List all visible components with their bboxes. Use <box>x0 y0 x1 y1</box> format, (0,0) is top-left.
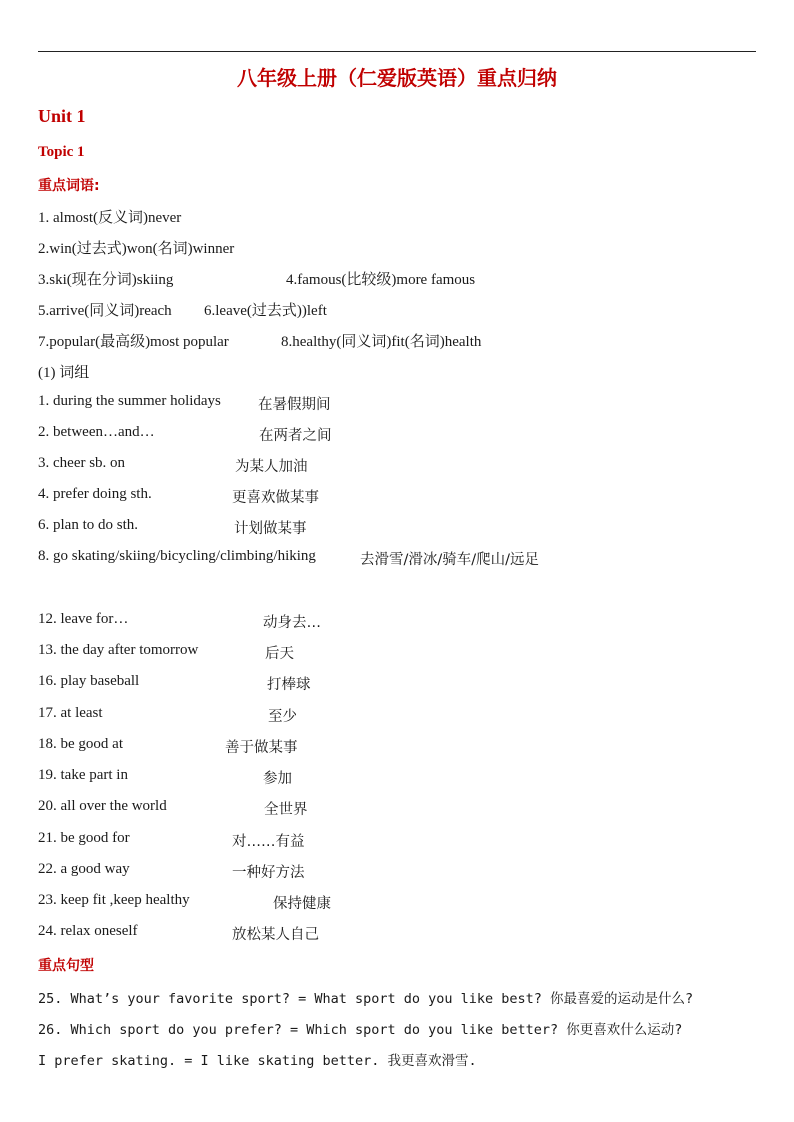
phrase-zh: 打棒球 <box>267 677 311 693</box>
phrase-en: 21. be good for <box>38 830 130 846</box>
vocab-item: 6.leave(过去式))left <box>204 303 327 319</box>
phrase-en: 3. cheer sb. on <box>38 455 126 471</box>
vocab-item: 8.healthy(同义词)fit(名词)health <box>281 334 482 350</box>
phrase-zh: 全世界 <box>264 802 308 818</box>
phrase-zh: 在暑假期间 <box>258 397 331 413</box>
vocab-item: 5.arrive(同义词)reach <box>38 303 172 319</box>
phrase-zh: 动身去… <box>263 615 321 631</box>
sentences-heading: 重点句型 <box>38 958 94 974</box>
phrase-en: 23. keep fit ,keep healthy <box>38 892 190 908</box>
phrase-en: 24. relax oneself <box>38 923 138 939</box>
phrase-en: 18. be good at <box>38 736 123 752</box>
phrase-zh: 放松某人自己 <box>232 927 319 943</box>
phrase-en: 12. leave for… <box>38 611 129 627</box>
phrase-en: 2. between…and… <box>38 424 155 440</box>
vocab-item: 4.famous(比较级)more famous <box>286 272 476 288</box>
phrase-en: 1. during the summer holidays <box>38 393 221 409</box>
phrase-zh: 更喜欢做某事 <box>232 490 319 506</box>
phrase-en: 6. plan to do sth. <box>38 517 138 533</box>
phrase-zh: 至少 <box>268 709 297 725</box>
phrase-en: 19. take part in <box>38 767 128 783</box>
phrase-en: 17. at least <box>38 705 103 721</box>
page-title: 八年级上册（仁爱版英语）重点归纳 <box>237 66 557 90</box>
phrases-heading: (1) 词组 <box>38 365 90 381</box>
phrase-zh: 参加 <box>263 771 292 787</box>
phrase-zh: 对……有益 <box>232 834 305 850</box>
phrase-zh: 计划做某事 <box>234 521 307 537</box>
sentence-item: 25. What’s your favorite sport? = What sport do you like best? 你最喜爱的运动是什么? <box>38 991 694 1007</box>
phrase-en: 4. prefer doing sth. <box>38 486 152 502</box>
unit-heading: Unit 1 <box>38 106 86 126</box>
vocab-item: 3.ski(现在分词)skiing <box>38 272 174 288</box>
phrase-en: 16. play baseball <box>38 673 140 689</box>
sentence-item: 26. Which sport do you prefer? = Which sport do you like better? 你更喜欢什么运动? <box>38 1022 683 1038</box>
phrase-zh: 保持健康 <box>273 896 331 912</box>
phrase-zh: 在两者之间 <box>259 428 332 444</box>
phrase-en: 8. go skating/skiing/bicycling/climbing/hiking <box>38 548 316 564</box>
phrase-en: 22. a good way <box>38 861 130 877</box>
phrase-zh: 去滑雪/滑冰/骑车/爬山/远足 <box>360 552 540 568</box>
phrase-en: 20. all over the world <box>38 798 167 814</box>
phrase-zh: 为某人加油 <box>235 459 308 475</box>
topic-heading: Topic 1 <box>38 144 85 160</box>
vocab-item: 2.win(过去式)won(名词)winner <box>38 241 235 257</box>
header-rule <box>38 51 756 52</box>
phrase-zh: 后天 <box>265 646 294 662</box>
vocab-item: 1. almost(反义词)never <box>38 210 182 226</box>
phrase-zh: 善于做某事 <box>225 740 298 756</box>
vocab-heading: 重点词语: <box>38 178 100 194</box>
sentence-item: I prefer skating. = I like skating better. 我更喜欢滑雪. <box>38 1053 477 1069</box>
phrase-zh: 一种好方法 <box>232 865 305 881</box>
phrase-en: 13. the day after tomorrow <box>38 642 199 658</box>
vocab-item: 7.popular(最高级)most popular <box>38 334 229 350</box>
